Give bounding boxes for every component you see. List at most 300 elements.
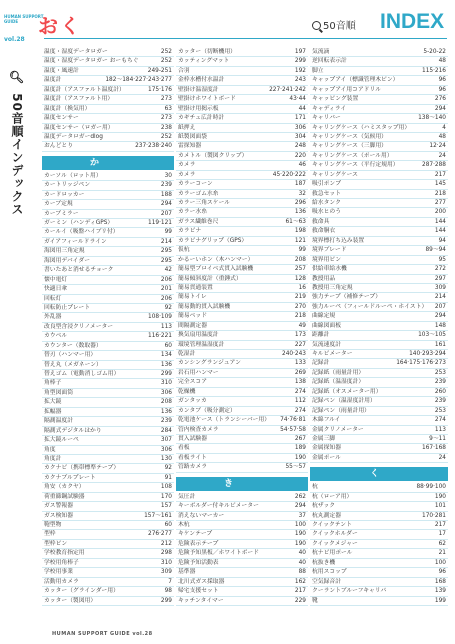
index-entry: [176, 105, 308, 114]
entry-label: 金属クリノメーター: [312, 426, 364, 433]
index-entry: [42, 474, 174, 483]
index-entry: [42, 464, 174, 473]
index-entry: [176, 502, 308, 511]
entry-page: 214: [160, 238, 172, 245]
entry-page: 95: [438, 256, 446, 263]
entry-page: 294: [434, 313, 446, 320]
entry-label: 曲線定規: [312, 313, 336, 320]
entry-label: 簡易型ブロイベ式貫入試験機: [178, 266, 254, 273]
entry-page: 295: [160, 248, 172, 255]
entry-page: 220: [294, 152, 306, 159]
side-index-text: 50音順インデックス: [10, 93, 24, 216]
entry-page: 55〜57: [285, 464, 306, 471]
entry-page: 113: [160, 323, 172, 330]
entry-label: 記録紙（オスメーター用）: [312, 388, 382, 395]
entry-page: 100: [294, 522, 306, 528]
entry-label: 壁掛け温湿度計: [178, 86, 219, 93]
entry-label: 替え丸（メガネーン）: [44, 361, 102, 368]
entry-label: 簡易トイレ: [178, 294, 207, 301]
entry-page: 277: [434, 200, 446, 206]
entry-page: 310: [160, 380, 172, 387]
entry-page: 190: [294, 531, 306, 538]
entry-page: 299: [160, 371, 172, 377]
entry-label: 木杭: [178, 522, 190, 528]
entry-page: 227: [294, 341, 306, 348]
index-entry: [42, 172, 174, 181]
index-entry: [310, 293, 448, 302]
entry-label: 荷重篩鋼試験器: [44, 493, 85, 500]
entry-page: 217: [294, 588, 306, 595]
entry-page: 91: [164, 474, 172, 481]
footer-title: HUMAN SUPPORT GUIDE vol.28: [52, 631, 153, 637]
entry-label: 温度・湿度データロガー: [44, 49, 108, 55]
entry-label: 給水タンク: [312, 200, 341, 206]
entry-label: 管路カメラ: [178, 464, 207, 471]
entry-label: 角度計: [44, 455, 62, 462]
index-entry: [176, 293, 308, 302]
entry-page: 62: [438, 540, 446, 547]
index-entry: [176, 463, 308, 472]
entry-label: 金枠水槽付水温計: [178, 77, 225, 84]
index-entry: [176, 426, 308, 435]
entry-page: 200: [434, 209, 446, 216]
index-entry: [310, 483, 448, 492]
entry-label: 角度: [44, 446, 56, 453]
index-entry: [310, 312, 448, 321]
entry-label: 乾電池ケース（トランシーバー用）: [178, 417, 271, 424]
index-entry: [310, 142, 448, 151]
index-entry: [176, 246, 308, 255]
index-entry: [176, 512, 308, 521]
entry-page: 32: [298, 190, 306, 197]
index-entry: [310, 493, 448, 502]
index-entry: [42, 587, 174, 596]
index-entry: [42, 446, 174, 455]
entry-page: 173: [294, 332, 306, 339]
index-entry: [42, 114, 174, 123]
index-entry: [176, 369, 308, 378]
entry-page: 208: [294, 256, 306, 263]
entry-page: 237·238·240: [135, 143, 172, 150]
entry-page: 136: [160, 361, 172, 368]
entry-page: 99: [164, 229, 172, 236]
entry-label: ガラス繊維巻尺: [178, 218, 219, 225]
entry-page: 190: [294, 540, 306, 547]
index-entry: [42, 105, 174, 114]
entry-label: キャリングケース（平行定規用）: [312, 162, 399, 169]
index-entry: [176, 359, 308, 368]
entry-label: 学校教育指定用: [44, 550, 85, 557]
index-entry: [42, 276, 174, 285]
entry-label: キーボルダー付キルビメーター: [178, 503, 259, 510]
index-entry: [176, 265, 308, 274]
entry-page: 253: [434, 407, 446, 414]
entry-label: 杭抜き機: [312, 559, 336, 566]
entry-label: 教授用品: [312, 275, 336, 282]
entry-page: 240·243: [282, 351, 306, 357]
index-entry: [310, 114, 448, 123]
section-header: く: [310, 467, 448, 481]
entry-label: カーブミラー: [44, 210, 79, 217]
index-entry: [310, 568, 448, 577]
entry-label: カールイ（吸盤ハイブリ付）: [44, 229, 119, 236]
index-entry: [310, 322, 448, 331]
entry-page: 148: [434, 322, 446, 329]
entry-label: 杭（ローア用）: [312, 493, 353, 500]
entry-page: 294: [160, 201, 172, 208]
index-entry: [42, 228, 174, 237]
index-entry: [176, 444, 308, 453]
entry-label: カーソル（ロット用）: [44, 172, 102, 179]
entry-page: 238: [160, 124, 172, 131]
entry-label: キッチンタイマー: [178, 597, 224, 604]
entry-page: 74·76·81: [280, 417, 306, 424]
index-entry: [310, 378, 448, 387]
entry-page: 130: [160, 455, 172, 462]
entry-label: 救命具: [312, 218, 330, 225]
index-entry: [42, 313, 174, 322]
entry-label: 曲線図面板: [312, 322, 341, 329]
index-entry: [310, 284, 448, 293]
entry-label: 基準器: [178, 569, 196, 576]
index-entry: [42, 530, 174, 539]
entry-label: 金属ポール: [312, 454, 341, 461]
index-entry: [310, 559, 448, 568]
entry-label: 乾燥機: [178, 388, 196, 395]
index-entry: [310, 190, 448, 199]
entry-label: 改良型含浸クリノメーター: [44, 323, 114, 330]
entry-page: 284: [160, 427, 172, 434]
entry-page: 136: [160, 408, 172, 415]
kana-range-text: おく: [38, 14, 82, 38]
entry-page: 217: [434, 522, 446, 528]
entry-label: キャッピング装置: [312, 96, 359, 103]
order-label-text: 50音順: [323, 21, 356, 32]
index-entry: [42, 389, 174, 398]
entry-page: 239: [160, 182, 172, 189]
index-entry: [310, 95, 448, 104]
entry-label: ガンタッカ: [178, 398, 207, 405]
entry-page: 46: [298, 162, 306, 169]
entry-page: 207: [160, 210, 172, 217]
index-entry: [310, 454, 448, 463]
index-entry: [310, 237, 448, 246]
entry-page: 88·99·100: [416, 484, 446, 491]
index-entry: [176, 435, 308, 444]
entry-page: 89〜94: [425, 247, 446, 254]
entry-label: カッティングマット: [178, 58, 230, 65]
index-entry: [42, 483, 174, 492]
index-entry: [310, 597, 448, 606]
entry-label: キケンテープ: [178, 531, 213, 538]
index-entry: [310, 530, 448, 539]
entry-page: 5-20-22: [423, 49, 446, 55]
index-entry: [310, 256, 448, 265]
index-entry: [42, 133, 174, 142]
entry-page: 96: [438, 77, 446, 84]
entry-label: カンシングランジュアン: [178, 360, 241, 367]
entry-page: 121: [294, 237, 306, 244]
entry-page: 199: [434, 597, 446, 604]
entry-label: 吸水ヒのう: [312, 209, 341, 216]
entry-page: 96: [438, 86, 446, 93]
index-entry: [310, 350, 448, 359]
index-entry: [176, 218, 308, 227]
entry-label: 拡大鏡: [44, 399, 62, 406]
entry-label: カードロッカー: [44, 191, 85, 198]
entry-label: キャリングケース（ポール用）: [312, 152, 393, 159]
entry-page: 37: [298, 512, 306, 519]
index-entry: [42, 191, 174, 200]
entry-label: ガイアフィールドライン: [44, 238, 107, 245]
entry-page: 190: [434, 493, 446, 500]
entry-label: 杭ザック: [312, 503, 336, 510]
entry-label: キャリングケース（気候用）: [312, 133, 387, 140]
entry-page: 48: [438, 133, 446, 140]
entry-page: 24: [438, 454, 446, 461]
index-entry: [310, 171, 448, 180]
entry-page: 61〜63: [285, 218, 306, 225]
entry-page: 103〜105: [418, 332, 446, 339]
entry-label: 快適日傘: [44, 286, 68, 293]
index-entry: [42, 427, 174, 436]
entry-page: 272: [434, 266, 446, 273]
entry-label: 鞄型物: [44, 522, 62, 528]
entry-label: 吸引ポンプ: [312, 181, 341, 188]
entry-page: 252: [160, 133, 172, 140]
entry-page: 119·121: [148, 220, 172, 226]
entry-label: カラーコーン: [178, 181, 213, 188]
entry-label: 境界用ピン: [312, 256, 341, 263]
entry-page: 42: [164, 267, 172, 274]
entry-label: 靴: [312, 597, 318, 604]
entry-label: 海図用デバイダー: [44, 257, 91, 264]
entry-label: 温度計（アスファルト温度計）: [44, 86, 125, 93]
index-entry: [310, 275, 448, 284]
entry-label: 簡易ベッド: [178, 313, 207, 320]
entry-page: 133: [294, 360, 306, 367]
entry-page: 262: [294, 493, 306, 500]
index-column-1: [42, 48, 174, 606]
entry-label: 記録紙（温湿度計）: [312, 379, 365, 386]
index-entry: [176, 57, 308, 66]
entry-label: 記録紙（雨量計用）: [312, 369, 365, 376]
section-header: き: [176, 477, 308, 491]
entry-label: 書いたあと消せるチョーク: [44, 267, 114, 274]
index-entry: [310, 208, 448, 217]
index-entry: [42, 370, 174, 379]
entry-page: 167·168: [422, 445, 446, 452]
entry-label: カラーゴム水糸: [178, 190, 219, 197]
entry-label: 記録ペン（温湿度計用）: [312, 398, 376, 405]
index-entry: [42, 493, 174, 502]
search-icon: 🔍︎: [8, 70, 26, 84]
index-entry: [176, 208, 308, 217]
entry-page: 274: [434, 417, 446, 424]
entry-page: 298: [160, 550, 172, 557]
entry-label: 外乱器: [44, 314, 62, 321]
index-entry: [42, 408, 174, 417]
index-entry: [310, 426, 448, 435]
entry-label: 拡幅器: [44, 408, 62, 415]
entry-label: 隔測温度計: [44, 418, 73, 425]
index-entry: [176, 190, 308, 199]
entry-page: 96: [438, 569, 446, 576]
index-entry: [42, 502, 174, 511]
entry-page: 63: [164, 105, 172, 112]
entry-label: 温度データロガーdlog: [44, 133, 103, 140]
entry-label: キャディライ: [312, 105, 347, 112]
entry-label: カートリッジペン: [44, 182, 91, 189]
entry-page: 299: [160, 597, 172, 604]
entry-page: 187: [294, 181, 306, 188]
index-entry: [42, 332, 174, 341]
entry-label: カッター（切断機用）: [178, 49, 236, 55]
index-entry: [310, 246, 448, 255]
index-entry: [176, 568, 308, 577]
entry-page: 217: [434, 171, 446, 178]
entry-label: 木綿フルイ: [312, 417, 341, 424]
entry-page: 43·44: [289, 96, 306, 103]
entry-page: 88: [298, 569, 306, 576]
entry-page: 162: [294, 578, 306, 585]
entry-page: 190: [294, 454, 306, 461]
order-label: [312, 17, 356, 32]
entry-page: 157: [160, 503, 172, 510]
section-header: か: [42, 156, 174, 170]
index-entry: [310, 341, 448, 350]
index-entry: [310, 67, 448, 76]
entry-label: カメラ: [178, 162, 196, 169]
index-entry: [176, 284, 308, 293]
entry-label: 記録計: [312, 360, 330, 367]
index-entry: [310, 331, 448, 340]
entry-page: 189: [294, 445, 306, 452]
entry-page: 296: [294, 200, 306, 206]
index-entry: [176, 114, 308, 123]
entry-label: 温度計（換気用）: [44, 105, 91, 112]
entry-label: カウンター（数取器）: [44, 342, 102, 349]
entry-label: カウベル: [44, 333, 68, 340]
index-entry: [310, 303, 448, 312]
entry-page: 21: [438, 550, 446, 557]
index-entry: [176, 397, 308, 406]
entry-label: 学校用事業: [44, 569, 73, 576]
entry-label: 紙押え: [178, 124, 196, 131]
entry-label: 気流速度計: [312, 341, 341, 348]
search-icon: [312, 21, 321, 30]
entry-page: 108·109: [148, 314, 172, 321]
index-entry: [310, 512, 448, 521]
entry-page: 112: [294, 398, 306, 405]
entry-label: クイックホルダー: [312, 531, 358, 538]
entry-page: 60: [164, 342, 172, 349]
entry-label: 壁掛け用掲示板: [178, 105, 219, 112]
entry-label: 拡大鏡ルーペ: [44, 437, 79, 444]
index-entry: [42, 398, 174, 407]
entry-page: 24: [438, 152, 446, 159]
index-entry: [42, 379, 174, 388]
index-entry: [176, 161, 308, 170]
entry-page: 94: [438, 237, 446, 244]
entry-page: 30: [164, 172, 172, 179]
entry-label: 活動用カメラ: [44, 578, 79, 585]
entry-label: 気流滴: [312, 49, 330, 55]
entry-label: ガス警報器: [44, 503, 73, 510]
entry-label: 合羽: [178, 67, 190, 74]
index-entry: [310, 199, 448, 208]
index-entry: [42, 124, 174, 133]
index-entry: [176, 180, 308, 189]
entry-page: 40: [298, 550, 306, 557]
entry-label: 角型図面筒: [44, 389, 73, 396]
entry-label: 記録ペン（雨量計用）: [312, 407, 370, 414]
entry-label: キャリングケース: [312, 171, 358, 178]
entry-label: 懐中電灯: [44, 276, 68, 283]
entry-page: 269: [294, 369, 306, 376]
index-entry: [42, 295, 174, 304]
index-entry: [310, 161, 448, 170]
entry-page: 294: [434, 105, 446, 112]
index-entry: [176, 540, 308, 549]
entry-page: 252: [160, 49, 172, 55]
index-entry: [310, 388, 448, 397]
entry-page: 249-251: [147, 67, 172, 74]
entry-label: 杭丸測定器: [312, 512, 341, 519]
index-entry: [176, 322, 308, 331]
entry-label: 消えないマーカー: [178, 512, 225, 519]
entry-page: 227·241·242: [269, 86, 306, 93]
entry-page: 287·288: [422, 162, 446, 169]
entry-label: 金属三脚: [312, 435, 336, 442]
entry-page: 17: [438, 531, 446, 538]
index-entry: [176, 152, 308, 161]
entry-label: 温度計（アスファルト用）: [44, 96, 114, 103]
index-entry: [42, 48, 174, 57]
entry-label: 帰宅支援セット: [178, 588, 219, 595]
index-entry: [176, 521, 308, 530]
entry-label: クイックテント: [312, 522, 352, 528]
index-entry: [42, 219, 174, 228]
index-entry: [42, 512, 174, 521]
index-entry: [176, 493, 308, 502]
entry-page: 116·221: [148, 333, 172, 340]
index-entry: [176, 124, 308, 133]
entry-page: 92: [164, 465, 172, 472]
entry-page: 144: [434, 228, 446, 235]
entry-label: 危険予知黒板／ホワイトボード: [178, 550, 259, 557]
index-entry: [176, 341, 308, 350]
index-entry: [42, 200, 174, 209]
entry-label: 完全スコア: [178, 379, 207, 386]
entry-label: カクナブルプレート: [44, 474, 96, 481]
index-entry: [310, 124, 448, 133]
entry-page: 257: [294, 266, 306, 273]
index-entry: [42, 323, 174, 332]
entry-page: 276·277: [148, 531, 172, 538]
entry-page: 206: [160, 276, 172, 283]
entry-label: 簡易傾斜度計（重錘式）: [178, 275, 242, 282]
entry-page: 134: [160, 352, 172, 359]
entry-page: 144: [434, 218, 446, 225]
entry-page: 188: [160, 191, 172, 198]
index-entry: [176, 597, 308, 606]
entry-label: 紙製図面袋: [178, 133, 207, 140]
index-entry: [42, 568, 174, 577]
index-entry: [310, 133, 448, 142]
entry-page: 273: [160, 115, 172, 122]
entry-label: 距離計: [312, 332, 330, 339]
